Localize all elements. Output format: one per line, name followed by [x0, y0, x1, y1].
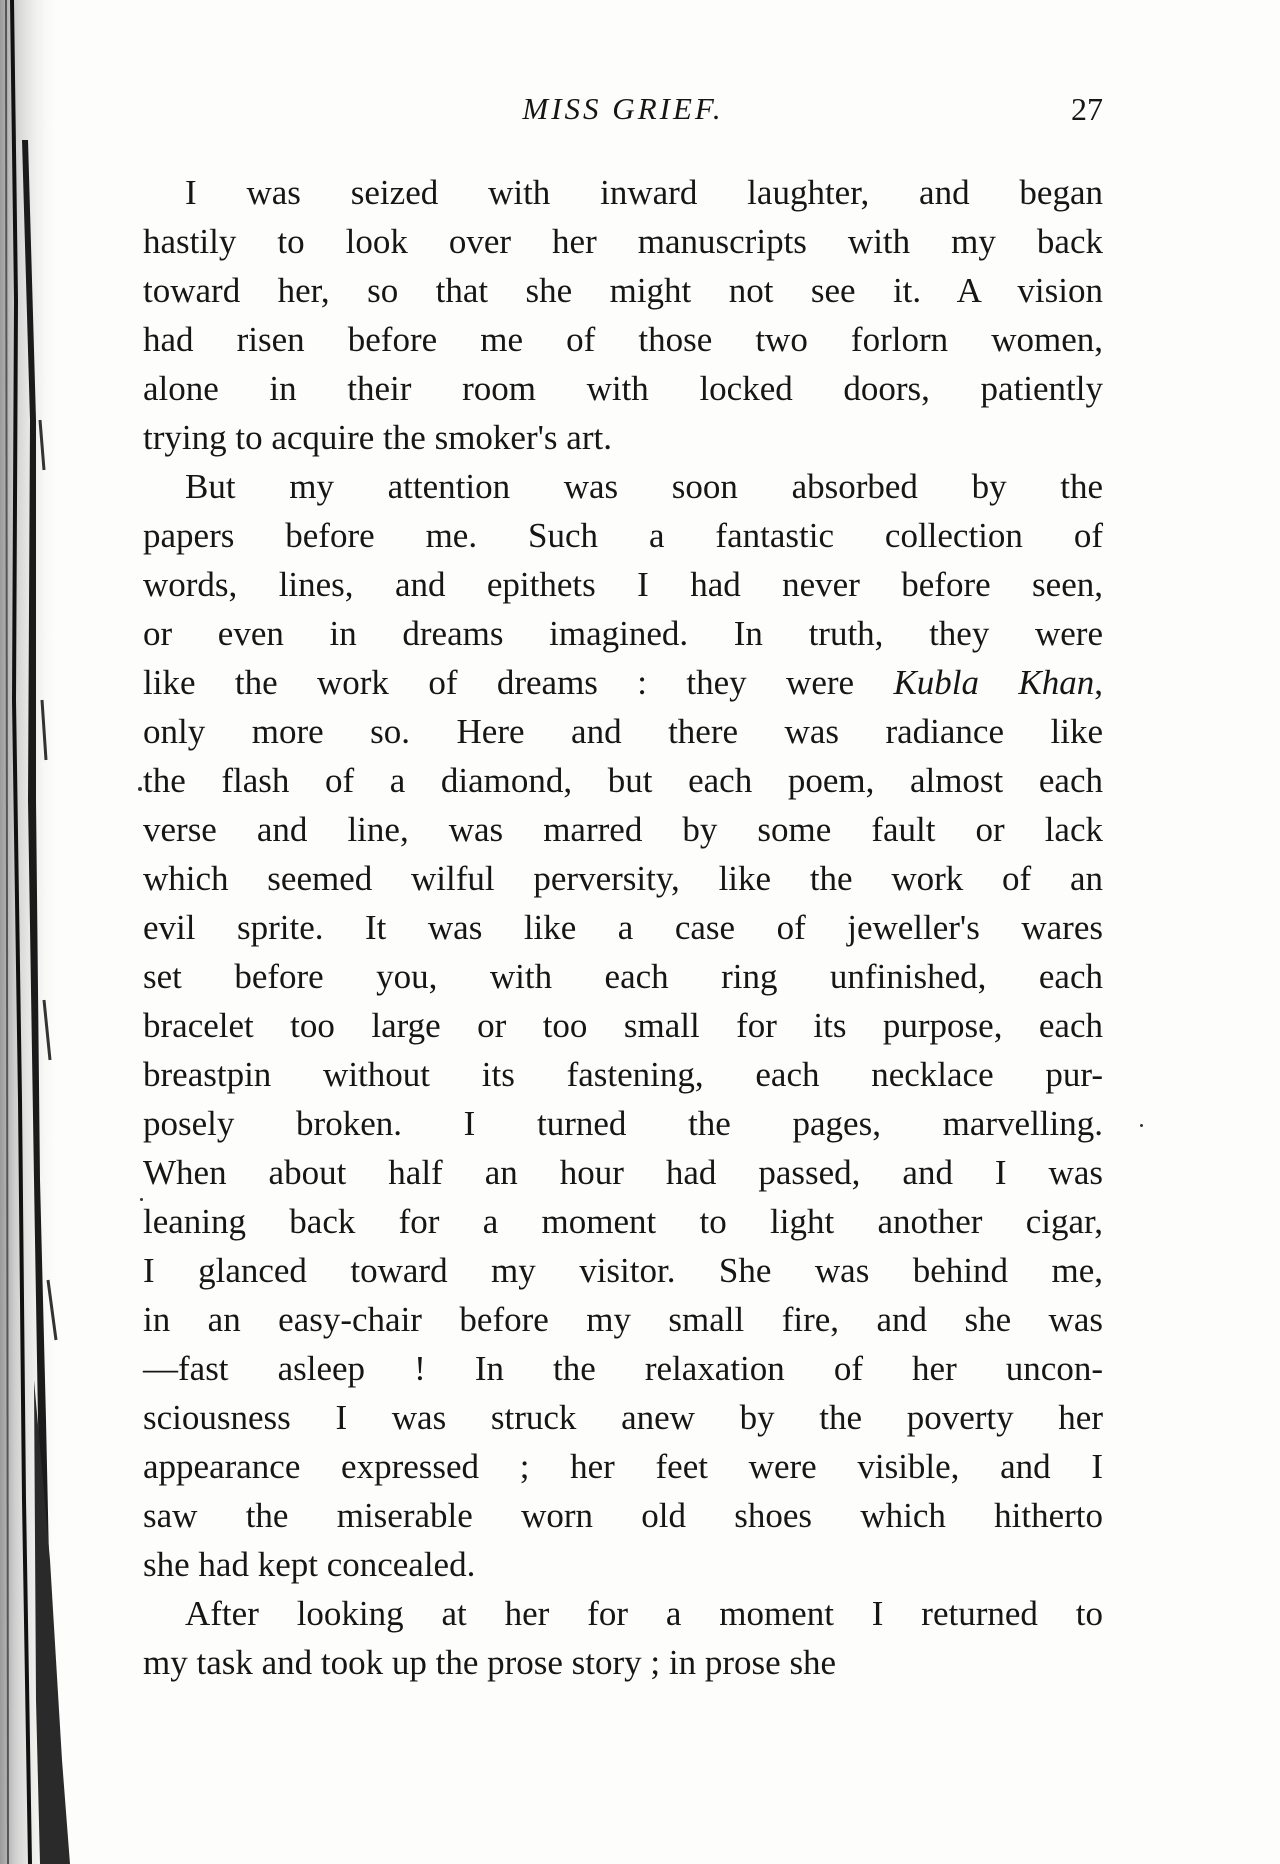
- text-line: alone in their room with locked doors, patiently: [143, 369, 1103, 408]
- text-line: verse and line, was marred by some fault or lack: [143, 810, 1103, 849]
- binding-edge: [0, 0, 120, 1864]
- text-line: toward her, so that she might not see it. A vision: [143, 271, 1103, 310]
- page-header: [143, 83, 1103, 133]
- text-line: in an easy-chair before my small fire, and she was: [143, 1300, 1103, 1339]
- text-line: sciousness I was struck anew by the poverty her: [143, 1398, 1103, 1437]
- text-line: she had kept concealed.: [143, 1545, 476, 1584]
- text-line: like the work of dreams : they were Kubla Khan,: [143, 663, 1103, 702]
- text-line: trying to acquire the smoker's art.: [143, 418, 612, 457]
- text-line: I was seized with inward laughter, and began: [185, 173, 1103, 212]
- italic-title: Kubla Khan: [893, 663, 1095, 702]
- text-line: my task and took up the prose story ; in prose she: [143, 1643, 837, 1682]
- text-line: saw the miserable worn old shoes which hitherto: [143, 1496, 1103, 1535]
- scan-speck: [138, 787, 142, 791]
- page-number: 27: [1071, 91, 1103, 127]
- text-line: words, lines, and epithets I had never before seen,: [143, 565, 1103, 604]
- text-line: leaning back for a moment to light another cigar,: [143, 1202, 1103, 1241]
- text-line: the flash of a diamond, but each poem, almost each: [143, 761, 1103, 800]
- text-line: —fast asleep ! In the relaxation of her uncon-: [143, 1349, 1103, 1388]
- text-line: breastpin without its fastening, each necklace pur-: [143, 1055, 1103, 1094]
- text-line: When about half an hour had passed, and I was: [143, 1153, 1103, 1192]
- text-line: bracelet too large or too small for its purpose, each: [143, 1006, 1103, 1045]
- body-text: [143, 168, 1103, 1687]
- text-line: appearance expressed ; her feet were visible, and I: [143, 1447, 1103, 1486]
- text-line: only more so. Here and there was radiance like: [143, 712, 1103, 751]
- text-line: which seemed wilful perversity, like the work of an: [143, 859, 1103, 898]
- text-line: or even in dreams imagined. In truth, they were: [143, 614, 1103, 653]
- text-line: posely broken. I turned the pages, marvelling.: [143, 1104, 1103, 1143]
- paragraph: [143, 1589, 1103, 1687]
- paragraph: [143, 168, 1103, 462]
- text-line: I glanced toward my visitor. She was behind me,: [143, 1251, 1103, 1290]
- text-line: hastily to look over her manuscripts with my back: [143, 222, 1103, 261]
- text-line: papers before me. Such a fantastic collection of: [143, 516, 1103, 555]
- text-line: had risen before me of those two forlorn women,: [143, 320, 1103, 359]
- scan-speck: [1140, 1124, 1143, 1127]
- text-line: evil sprite. It was like a case of jeweller's wares: [143, 908, 1103, 947]
- scan-speck: [140, 1198, 143, 1201]
- running-title: MISS GRIEF.: [522, 91, 724, 126]
- text-line: But my attention was soon absorbed by the: [185, 467, 1103, 506]
- text-line: set before you, with each ring unfinished, each: [143, 957, 1103, 996]
- text-line: After looking at her for a moment I returned to: [185, 1594, 1103, 1633]
- paragraph: [143, 462, 1103, 1589]
